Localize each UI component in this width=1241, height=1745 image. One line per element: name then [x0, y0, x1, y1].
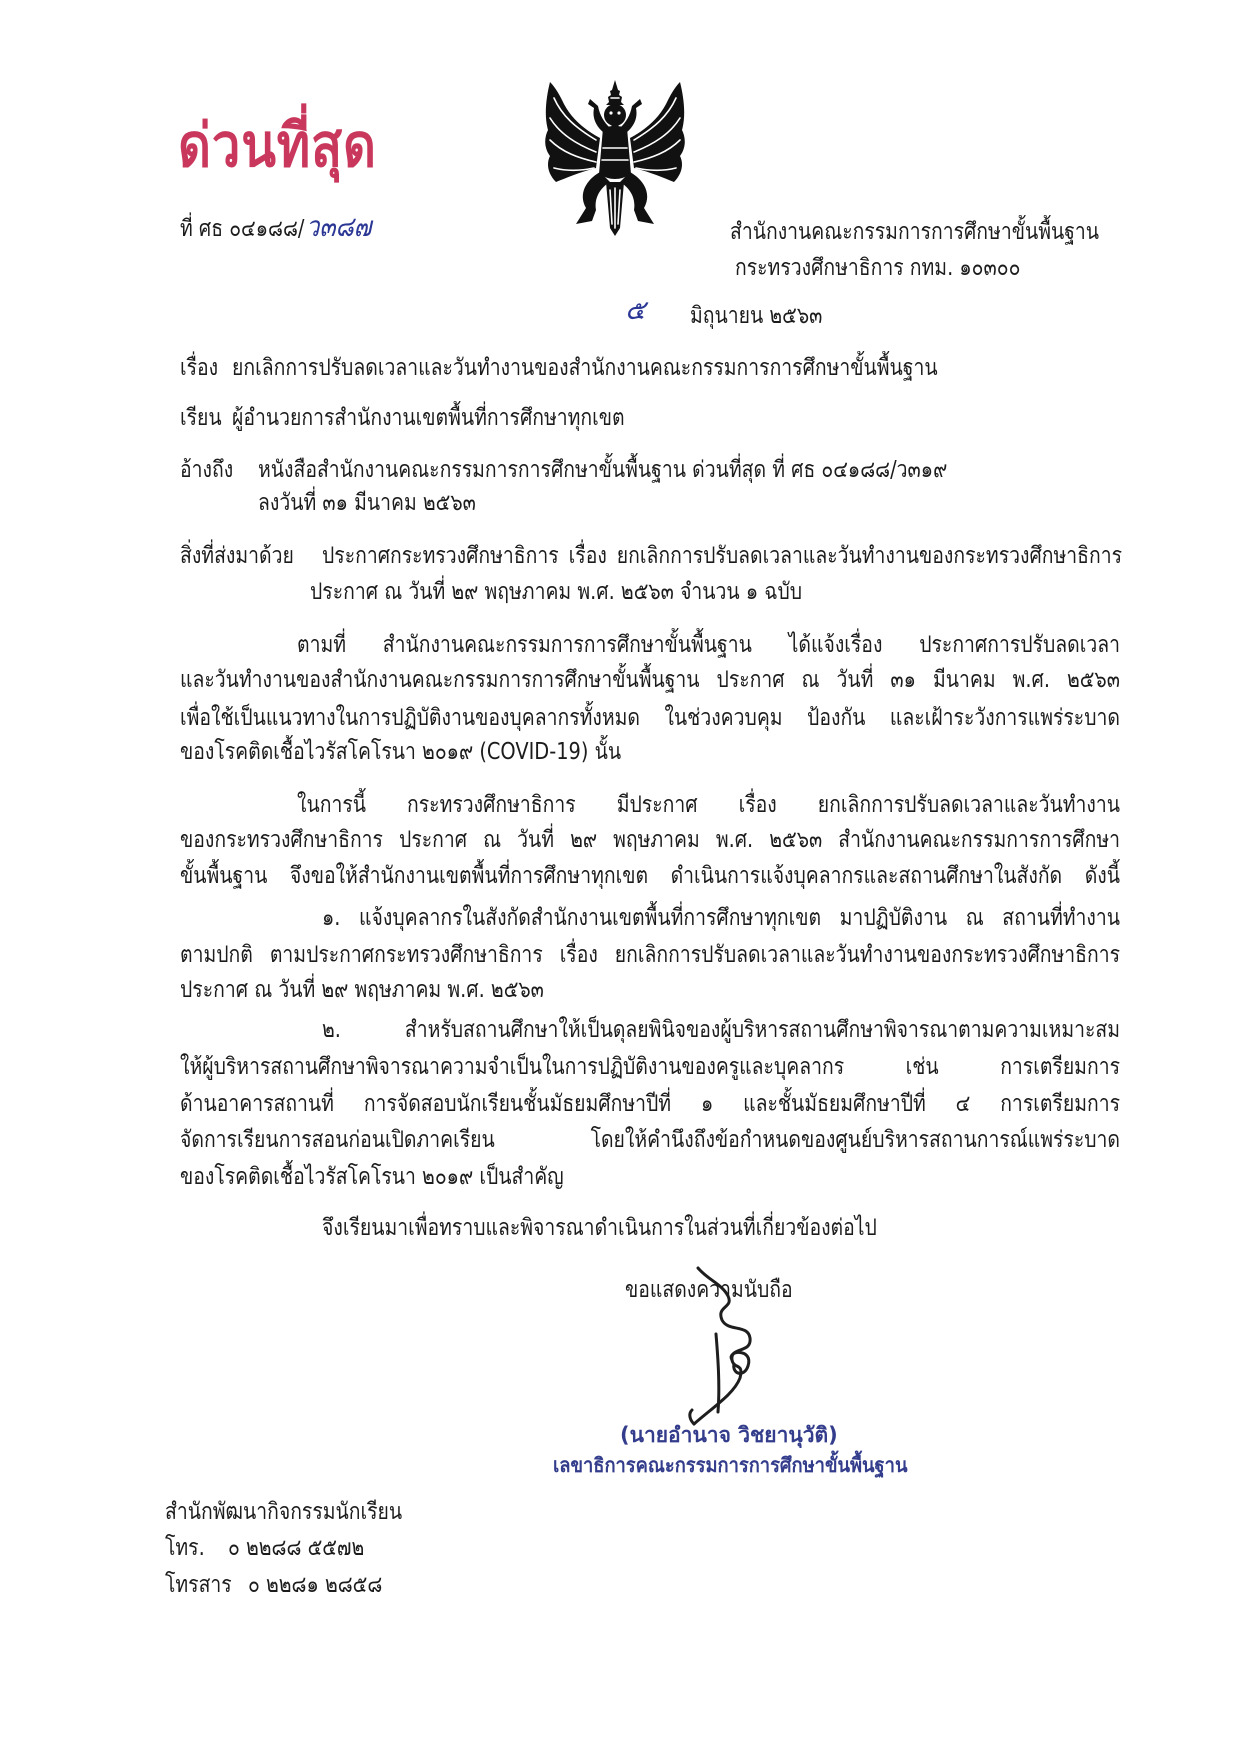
reference-label: อ้างถึง — [180, 457, 234, 483]
item-2-line: ให้ผู้บริหารสถานศึกษาพิจารณาความจำเป็นในการปฏิบัติงานของครูและบุคลากร เช่น การเตรียมการ — [180, 1054, 1120, 1080]
urgency-stamp: ด่วนที่สุด — [178, 111, 377, 181]
enclosure-line: ประกาศกระทรวงศึกษาธิการ เรื่อง ยกเลิกการปรับลดเวลาและวันทำงานของกระทรวงศึกษาธิการ — [322, 543, 1122, 569]
agency-name: สำนักงานคณะกรรมการการศึกษาขั้นพื้นฐาน — [730, 219, 1100, 245]
enclosure-line: ประกาศ ณ วันที่ ๒๙ พฤษภาคม พ.ศ. ๒๕๖๓ จำนวน ๑ ฉบับ — [310, 579, 803, 605]
paragraph-2-line: ในการนี้ กระทรวงศึกษาธิการ มีประกาศ เรื่อง ยกเลิกการปรับลดเวลาและวันทำงาน — [297, 792, 1120, 818]
paragraph-1-line: และวันทำงานของสำนักงานคณะกรรมการการศึกษาขั้นพื้นฐาน ประกาศ ณ วันที่ ๓๑ มีนาคม พ.ศ. ๒๕๖๓ — [180, 667, 1120, 693]
signatory-position: เลขาธิการคณะกรรมการการศึกษาขั้นพื้นฐาน — [553, 1453, 908, 1477]
document-number — [180, 212, 440, 242]
garuda-emblem-icon — [540, 78, 690, 238]
paragraph-2-line: ของกระทรวงศึกษาธิการ ประกาศ ณ วันที่ ๒๙ พฤษภาคม พ.ศ. ๒๕๖๓ สำนักงานคณะกรรมการการศึกษา — [180, 827, 1120, 853]
item-2-line: ด้านอาคารสถานที่ การจัดสอบนักเรียนชั้นมัธยมศึกษาปีที่ ๑ และชั้นมัธยมศึกษาปีที่ ๔ การเตรียมการ — [180, 1091, 1120, 1117]
footer-office: สำนักพัฒนากิจกรรมนักเรียน — [165, 1499, 403, 1525]
complimentary-close: ขอแสดงความนับถือ — [625, 1277, 793, 1303]
item-2-line: ของโรคติดเชื้อไวรัสโคโรนา ๒๐๑๙ เป็นสำคัญ — [180, 1164, 564, 1190]
agency-address: กระทรวงศึกษาธิการ กทม. ๑๐๓๐๐ — [735, 255, 1021, 281]
paragraph-1-line: ของโรคติดเชื้อไวรัสโคโรนา ๒๐๑๙ (COVID-19) นั้น — [180, 739, 622, 765]
signatory-name: (นายอำนาจ วิชยานุวัติ) — [620, 1423, 838, 1447]
handwritten-signature-icon — [668, 1262, 778, 1432]
enclosure-label: สิ่งที่ส่งมาด้วย — [180, 543, 294, 569]
footer-tel-number: ๐ ๒๒๘๘ ๕๕๗๒ — [228, 1535, 365, 1561]
footer-tel-label: โทร. — [165, 1535, 205, 1561]
item-1-line: ประกาศ ณ วันที่ ๒๙ พฤษภาคม พ.ศ. ๒๕๖๓ — [180, 977, 544, 1003]
paragraph-1-line: ตามที่ สำนักงานคณะกรรมการการศึกษาขั้นพื้นฐาน ได้แจ้งเรื่อง ประกาศการปรับลดเวลา — [297, 632, 1120, 658]
item-2-line: ๒. สำหรับสถานศึกษาให้เป็นดุลยพินิจของผู้บริหารสถานศึกษาพิจารณาตามความเหมาะสม — [322, 1017, 1120, 1043]
item-1-line: ตามปกติ ตามประกาศกระทรวงศึกษาธิการ เรื่อง ยกเลิกการปรับลดเวลาและวันทำงานของกระทรวงศึกษาธิการ — [180, 942, 1120, 968]
document-number-handwritten: ว๓๘๗ — [306, 210, 372, 243]
date-month-year: มิถุนายน ๒๕๖๓ — [690, 303, 823, 329]
item-1-line: ๑. แจ้งบุคลากรในสังกัดสำนักงานเขตพื้นที่การศึกษาทุกเขต มาปฏิบัติงาน ณ สถานที่ทำงาน — [322, 905, 1120, 931]
reference-line: หนังสือสำนักงานคณะกรรมการการศึกษาขั้นพื้นฐาน ด่วนที่สุด ที่ ศธ ๐๔๑๘๘/ว๓๑๙ — [258, 457, 948, 483]
item-2-line: จัดการเรียนการสอนก่อนเปิดภาคเรียน โดยให้คำนึงถึงข้อกำหนดของศูนย์บริหารสถานการณ์แพร่ระบาด — [180, 1127, 1120, 1153]
date-day-handwritten: ๕ — [625, 295, 646, 326]
paragraph-1-line: เพื่อใช้เป็นแนวทางในการปฏิบัติงานของบุคลากรทั้งหมด ในช่วงควบคุม ป้องกัน และเฝ้าระวังการแพร่ระบาด — [180, 705, 1120, 731]
footer-fax-label: โทรสาร — [165, 1572, 232, 1598]
recipient-text: ผู้อำนวยการสำนักงานเขตพื้นที่การศึกษาทุกเขต — [232, 405, 625, 431]
document-number-prefix: ที่ ศธ ๐๔๑๘๘/ — [180, 216, 305, 242]
paragraph-2-line: ขั้นพื้นฐาน จึงขอให้สำนักงานเขตพื้นที่การศึกษาทุกเขต ดำเนินการแจ้งบุคลากรและสถานศึกษาในสังกัด ดังนี้ — [180, 863, 1120, 889]
footer-fax-number: ๐ ๒๒๘๑ ๒๘๕๘ — [248, 1572, 383, 1598]
subject-label: เรื่อง — [180, 355, 219, 381]
reference-line: ลงวันที่ ๓๑ มีนาคม ๒๕๖๓ — [258, 490, 476, 516]
recipient-label: เรียน — [180, 405, 222, 431]
subject-text: ยกเลิกการปรับลดเวลาและวันทำงานของสำนักงานคณะกรรมการการศึกษาขั้นพื้นฐาน — [232, 355, 938, 381]
closing-sentence: จึงเรียนมาเพื่อทราบและพิจารณาดำเนินการในส่วนที่เกี่ยวข้องต่อไป — [322, 1215, 877, 1241]
